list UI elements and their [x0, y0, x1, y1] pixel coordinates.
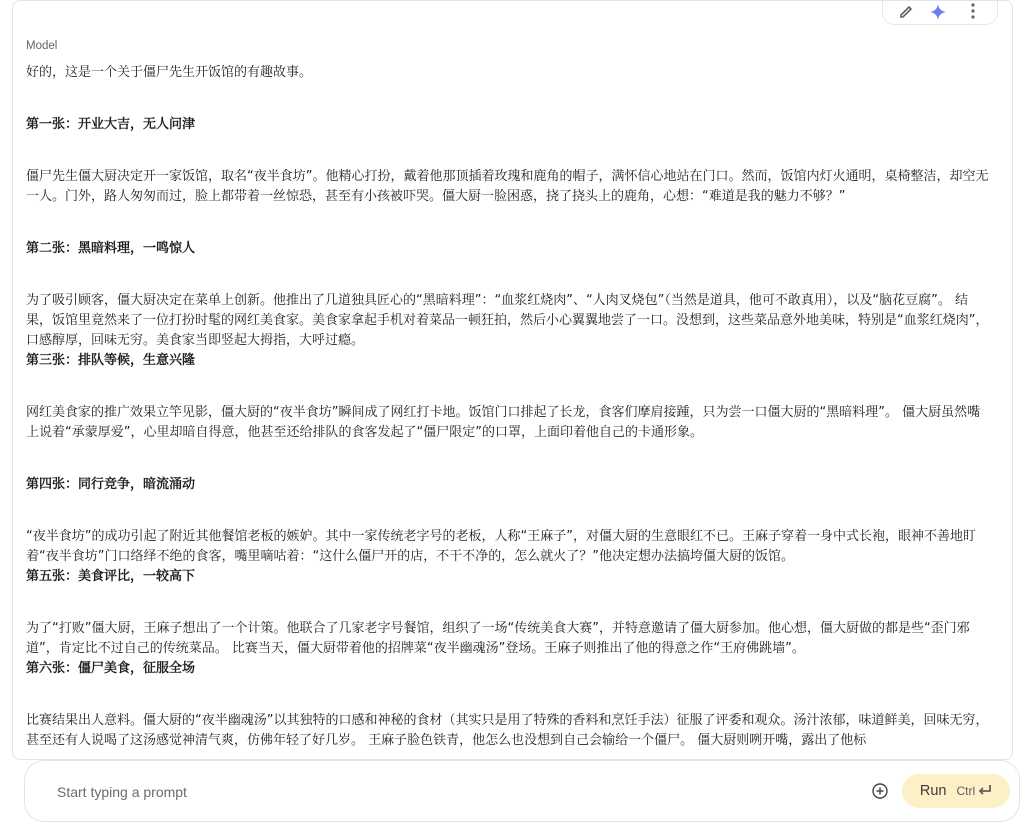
story-paragraph: 比赛结果出人意料。僵大厨的“夜半幽魂汤”以其独特的口感和神秘的食材（其实只是用了特殊的香料和烹饪手法）征服了评委和观众。汤汁浓郁，味道鲜美，回味无穷，甚至还有人说喝了这汤感觉神清气爽，仿佛年轻了好几岁。 王麻子脸色铁青，他怎么也没想到自己会输给一个僵尸。 僵大厨则咧开嘴，露出了他标 — [26, 713, 989, 748]
more-vert-icon[interactable] — [963, 2, 983, 22]
prompt-input[interactable] — [55, 781, 839, 803]
sparkle-icon[interactable] — [928, 2, 948, 22]
story-paragraph: 为了吸引顾客，僵大厨决定在菜单上创新。他推出了几道独具匠心的“黑暗料理”：“血浆红烧肉”、“人肉叉烧包”（当然是道具，他可不敢真用），以及“脑花豆腐”。 结果，饭馆里竟然来了一位打扮时髦的网红美食家。美食家拿起手机对着菜品一顿狂拍，然后小心翼翼地尝了一口。没想到，这些菜品意外地美味，特别是“血浆红烧肉”，口感醇厚，回味无穷。美食家当即竖起大拇指，大呼过瘾。 — [26, 293, 989, 348]
intro-paragraph: 好的，这是一个关于僵尸先生开饭馆的有趣故事。 — [26, 65, 313, 80]
run-label: Run — [919, 783, 947, 799]
model-response-card — [12, 0, 1013, 760]
story-paragraph: 为了“打败”僵大厨，王麻子想出了一个计策。他联合了几家老字号餐馆，组织了一场“传统美食大赛”，并特意邀请了僵大厨参加。他心想，僵大厨做的都是些“歪门邪道”，肯定比不过自己的传统菜品。 比赛当天，僵大厨带着他的招牌菜“夜半幽魂汤”登场。王麻子则推出了他的得意之作“王府佛跳墙”。 — [26, 621, 970, 656]
edit-icon[interactable] — [897, 2, 917, 22]
response-content — [26, 63, 991, 751]
add-circle-icon[interactable] — [871, 782, 889, 800]
shortcut-hint — [956, 784, 992, 799]
story-paragraph: 僵尸先生僵大厨决定开一家饭馆，取名“夜半食坊”。他精心打扮，戴着他那顶插着玫瑰和鹿角的帽子，满怀信心地站在门口。然而，饭馆内灯火通明，桌椅整洁，却空无一人。门外，路人匆匆而过，脸上都带着一丝惊恐，甚至有小孩被吓哭。僵大厨一脸困惑，挠了挠头上的鹿角，心想：“难道是我的魅力不够？” — [26, 169, 989, 204]
response-toolbar — [882, 0, 998, 25]
role-label: Model — [26, 40, 58, 52]
enter-key-icon — [978, 784, 992, 799]
story-paragraph: “夜半食坊”的成功引起了附近其他餐馆老板的嫉妒。其中一家传统老字号的老板，人称“王麻子”，对僵大厨的生意眼红不已。王麻子穿着一身中式长袍，眼神不善地盯着“夜半食坊”门口络绎不绝的食客，嘴里嘀咕着：“这什么僵尸开的店，不干不净的，怎么就火了？”他决定想办法搞垮僵大厨的饭馆。 — [26, 529, 976, 564]
story-paragraph: 网红美食家的推广效果立竿见影，僵大厨的“夜半食坊”瞬间成了网红打卡地。饭馆门口排起了长龙，食客们摩肩接踵，只为尝一口僵大厨的“黑暗料理”。 僵大厨虽然嘴上说着“承蒙厚爱”，心里却暗自得意，他甚至还给排队的食客发起了“僵尸限定”的口罩，上面印着他自己的卡通形象。 — [26, 405, 981, 440]
prompt-box — [24, 760, 1020, 822]
section-heading: 第五张：美食评比，一较高下 — [26, 569, 196, 584]
section-heading: 第三张：排队等候，生意兴隆 — [26, 353, 196, 368]
section-heading: 第一张：开业大吉，无人问津 — [26, 117, 196, 132]
section-heading: 第四张：同行竞争，暗流涌动 — [26, 477, 196, 492]
run-button[interactable] — [902, 774, 1010, 808]
shortcut-label: Ctrl — [956, 784, 976, 798]
section-heading: 第六张：僵尸美食，征服全场 — [26, 661, 196, 676]
section-heading: 第二张：黑暗料理，一鸣惊人 — [26, 241, 196, 256]
